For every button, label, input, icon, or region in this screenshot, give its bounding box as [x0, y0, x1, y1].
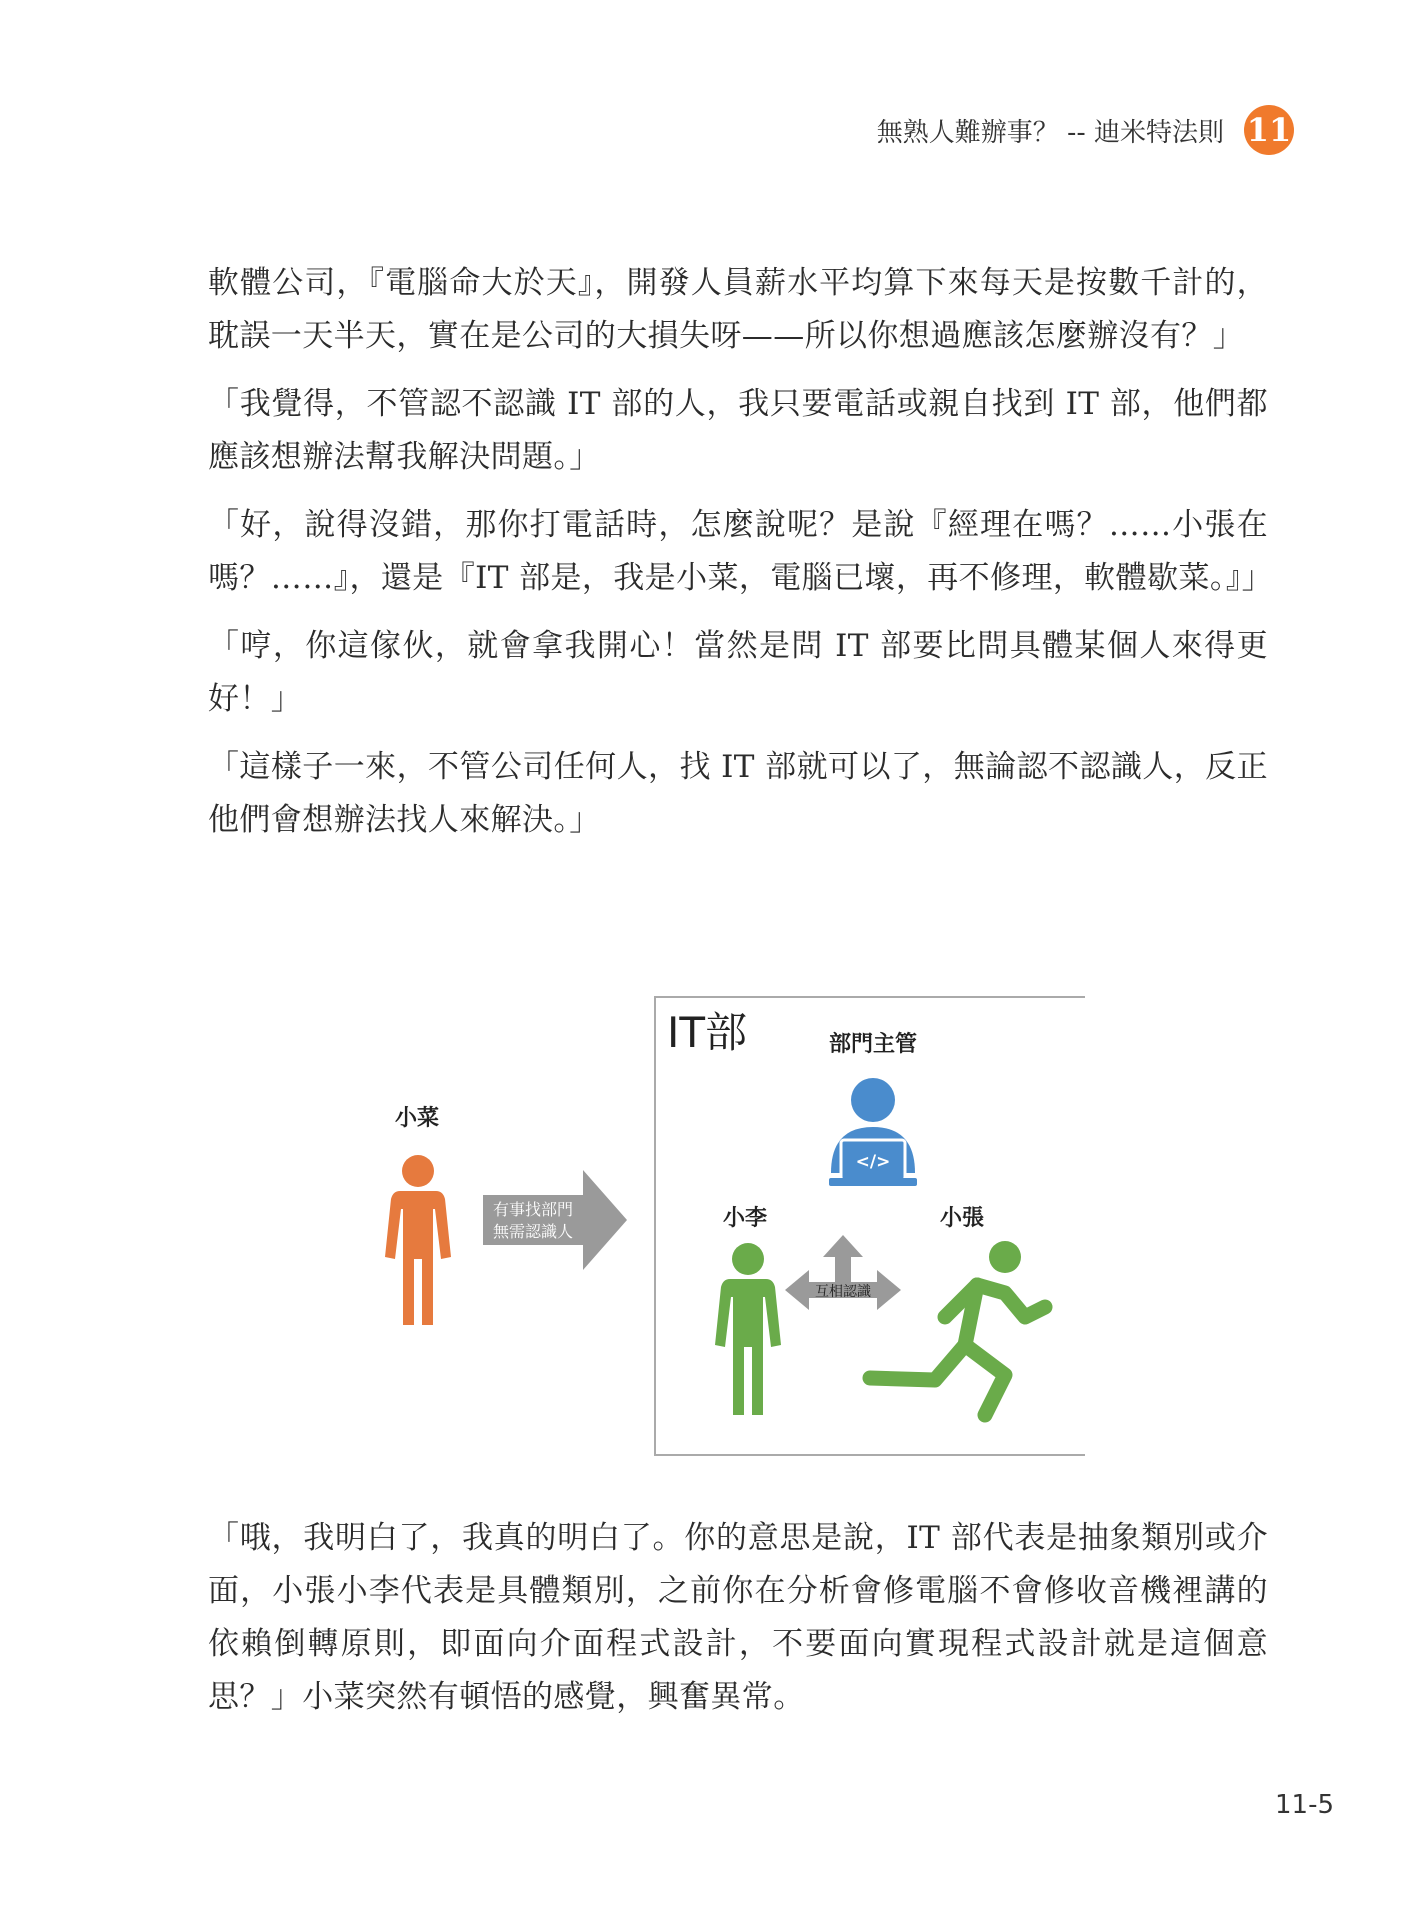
arrow-label-line2: 無需認識人 [492, 1222, 574, 1241]
paragraph: 軟體公司，『電腦命大於天』，開發人員薪水平均算下來每天是按數千計的，耽誤一天半天，實在是公司的大損失呀——所以你想過應該怎麼辦沒有？」 [208, 265, 1268, 354]
arrow-to-department [483, 1170, 627, 1270]
running-header [877, 105, 1294, 155]
paragraph: 「哦，我明白了，我真的明白了。你的意思是說，IT 部代表是抽象類別或介面，小張小李代表是具體類別，之前你在分析會修電腦不會修收音機裡講的依賴倒轉原則，即面向介面程式設計，不要面向實現程式設計就是這個意思？」小菜突然有頓悟的感覺，興奮異常。 [208, 1520, 1268, 1715]
mutual-label: 互相認識 [815, 1284, 871, 1300]
paragraph: 「哼，你這傢伙，就會拿我開心！當然是問 IT 部要比問具體某個人來得更好！」 [208, 628, 1268, 717]
paragraph: 「好，說得沒錯，那你打電話時，怎麼說呢？是說『經理在嗎？……小張在嗎？……』，還是『IT 部是，我是小菜，電腦已壞，再不修理，軟體歇菜。』」 [208, 507, 1274, 596]
manager-label: 部門主管 [828, 1032, 918, 1057]
paragraph: 「這樣子一來，不管公司任何人，找 IT 部就可以了，無論認不認識人，反正他們會想辦法找人來解決。」 [208, 749, 1268, 838]
page-number: 11-5 [1274, 1790, 1334, 1820]
it-department-box [655, 997, 1085, 1455]
chapter-number-badge: 11 [1244, 105, 1294, 155]
person-standing-icon [385, 1155, 451, 1325]
code-glyph: </> [855, 1152, 891, 1172]
it-department-title: IT部 [667, 1008, 748, 1057]
body-text-bottom [208, 1512, 1268, 1739]
it-department-figure [365, 995, 1085, 1465]
chapter-title: 無熟人難辦事？ -- 迪米特法則 [876, 117, 1224, 148]
body-text-top [208, 257, 1274, 862]
xiaoli-label: 小李 [722, 1206, 768, 1231]
paragraph: 「我覺得，不管認不認識 IT 部的人，我只要電話或親自找到 IT 部，他們都應該想辦法幫我解決問題。」 [208, 386, 1268, 475]
arrow-label-line1: 有事找部門 [492, 1200, 574, 1219]
xiaozhang-label: 小張 [939, 1206, 985, 1231]
xiaocai-label: 小菜 [394, 1106, 440, 1131]
